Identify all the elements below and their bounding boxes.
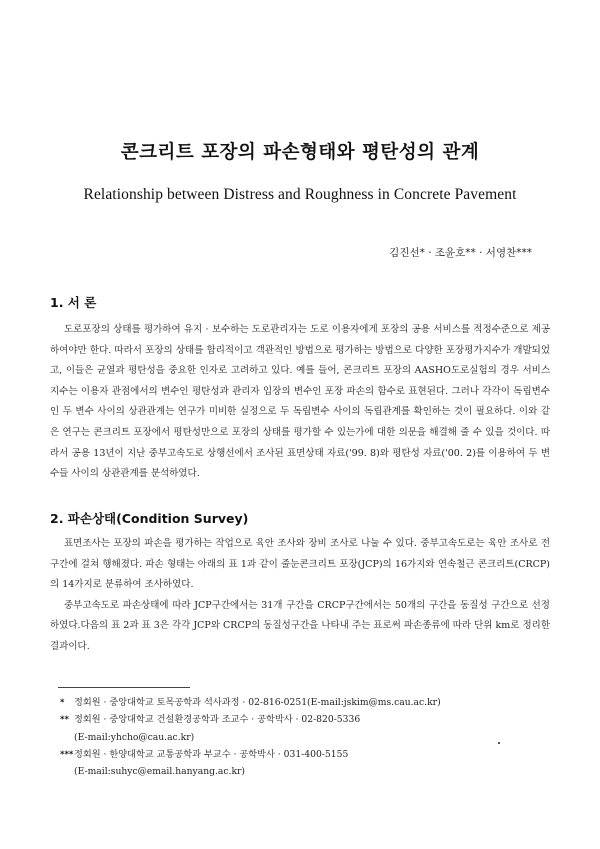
footnote-continuation: (E-mail:suhyc@email.hanyang.ac.kr) — [74, 766, 246, 778]
paragraph: 도로포장의 상태를 평가하여 유지 · 보수하는 도로관리자는 도로 이용자에게 포장의 공용 서비스를 적정수준으로 제공하여야만 한다. 따라서 포장의 상태를 합리적이고 객관적인 방법으로 평가하는 방법으로 다양한 포장평가지수가 개발되었고, 이들은 균열과 평탄성을 중요한 인자로 고려하고 있다. 예를 들어, 콘크리트 포장의 AASHO도로실험의 경우 서비스지수는 이용자 관점에서의 변수인 평탄성과 관리자 입장의 변수인 포장 파손의 함수로 표현된다. 그러나 각각이 독립변수인 두 변수 사이의 상관관계는 연구가 미비한 실정으로 두 독립변수 사이의 독립관계를 확인하는 것이 필요하다. 이와 같은 연구는 콘크리트 포장에서 평탄성만으로 포장의 상태를 평가할 수 있는가에 대한 의문을 해결해 줄 수 있을 것이다. 따라서 공용 13년이 지난 중부고속도로 상행선에서 조사된 표면상태 자료('99. 8)와 평탄성 자료('00. 2)를 이용하여 두 변수들 사이의 상관관계를 분석하였다. — [50, 324, 550, 480]
footnote-item — [60, 711, 540, 728]
paper-title-korean: 콘크리트 포장의 파손형태와 평탄성의 관계 — [120, 142, 480, 163]
footnote-mark: ** — [60, 715, 69, 726]
paragraph: 중부고속도로 파손상태에 따라 JCP구간에서는 31개 구간을 CRCP구간에서는 50개의 구간을 동질성 구간으로 선정하였다.다음의 표 2과 표 3은 각각 JCP와 CRCP의 동질성구간을 나타내 주는 표로써 파손종류에 따라 단위 km로 정리한 결과이다. — [50, 599, 550, 652]
footnote-text: 정회원 · 중앙대학교 토목공학과 석사과정 · 02-816-0251(E-mail:jskim@ms.cau.ac.kr) — [74, 697, 441, 708]
section-body-condition-survey — [50, 534, 550, 658]
author-list: 김진선* · 조윤호** · 서영찬*** — [389, 247, 532, 259]
footnote-text: 정회원 · 한양대학교 교통공학과 부교수 · 공학박사 · 031-400-5155 — [74, 748, 349, 760]
footnote-divider — [58, 687, 190, 688]
footnote-mark: * — [60, 698, 65, 708]
footnote-mark: *** — [60, 749, 74, 760]
paragraph: 표면조사는 포장의 파손을 평가하는 작업으로 육안 조사와 장비 조사로 나눌 수 있다. 중부고속도로는 육안 조사로 전 구간에 걸쳐 행해졌다. 파손 형태는 아래의 표 1과 같이 줄눈콘크리트 포장(JCP)의 16가지와 연속철근 콘크리트(CRCP)의 14가지로 분류하여 조사하였다. — [50, 538, 550, 591]
section-heading-introduction: 1. 서 론 — [50, 295, 97, 310]
scan-speck — [498, 742, 500, 744]
section-body-introduction — [50, 320, 550, 485]
paper-title-english: Relationship between Distress and Roughness in Concrete Pavement — [83, 186, 517, 203]
footnote-item — [60, 746, 540, 763]
footnotes — [60, 694, 540, 780]
footnote-continuation: (E-mail:yhcho@cau.ac.kr) — [74, 731, 195, 743]
footnote-item — [60, 694, 540, 711]
section-heading-condition-survey: 2. 파손상태(Condition Survey) — [50, 511, 249, 526]
footnote-text: 정회원 · 중앙대학교 건설환경공학과 조교수 · 공학박사 · 02-820-5336 — [74, 714, 361, 726]
